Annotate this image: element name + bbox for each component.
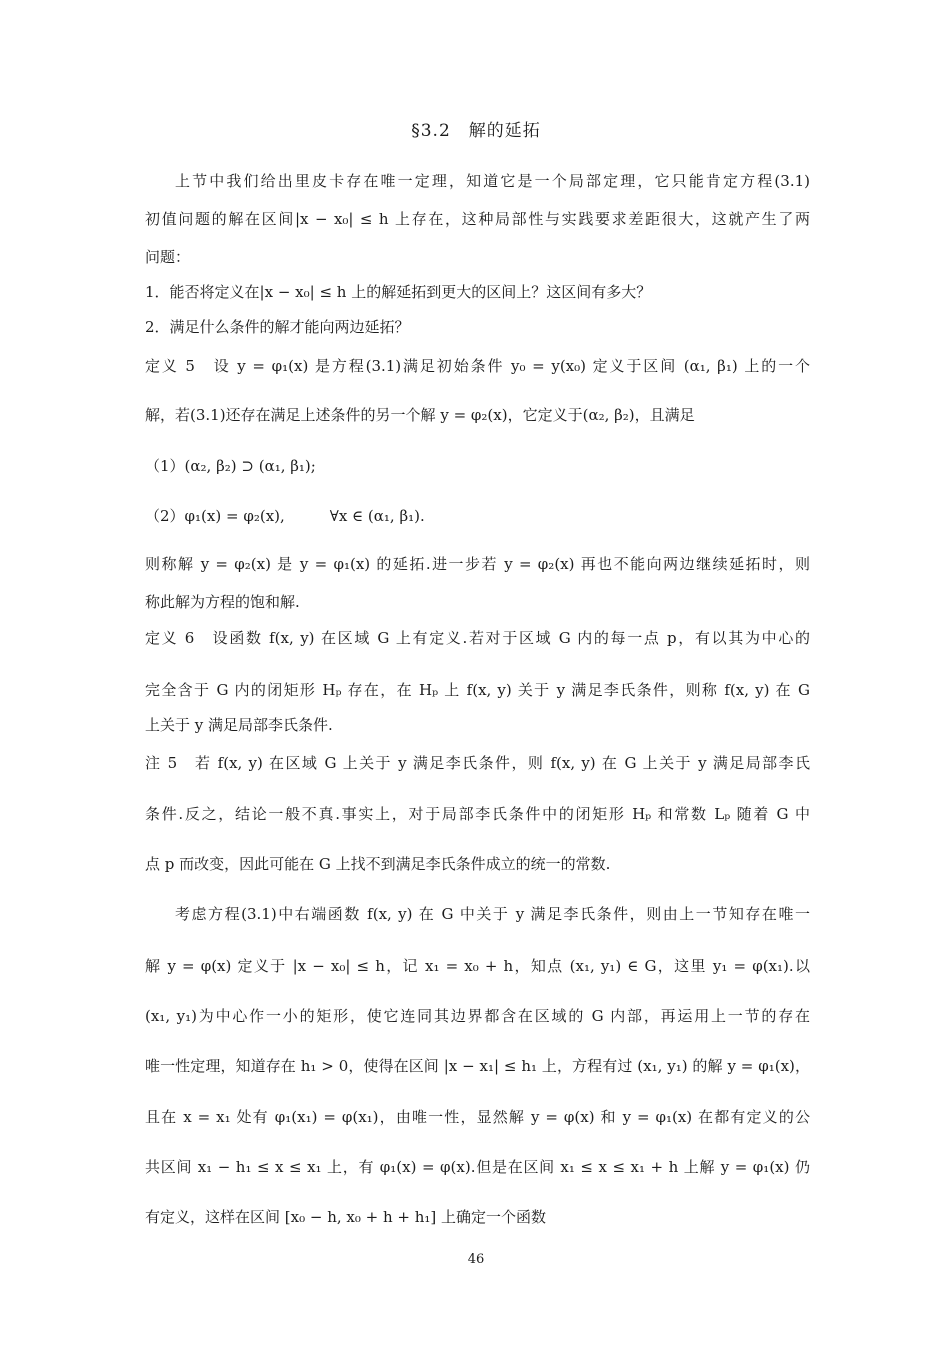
- note-5-line: 点 p 而改变，因此可能在 G 上找不到满足李氏条件成立的统一的常数.: [145, 855, 611, 873]
- definition-6-line: 完全含于 G 内的闭矩形 Hₚ 存在，在 Hₚ 上 f(x, y) 关于 y 满足李氏条件，则称 f(x, y) 在 G: [145, 681, 810, 699]
- paragraph-line: 共区间 x₁ − h₁ ≤ x ≤ x₁ 上，有 φ₁(x) = φ(x).但是在区间 x₁ ≤ x ≤ x₁ + h 上解 y = φ₁(x) 仍: [145, 1158, 810, 1176]
- paragraph-line: 初值问题的解在区间|x − x₀| ≤ h 上存在，这种局部性与实践要求差距很大，这就产生了两: [145, 210, 810, 228]
- paragraph-line: 考虑方程(3.1)中右端函数 f(x, y) 在 G 中关于 y 满足李氏条件，则由上一节知存在唯一: [175, 905, 810, 923]
- paragraph-line: 且在 x = x₁ 处有 φ₁(x₁) = φ(x₁)，由唯一性，显然解 y = φ(x) 和 y = φ₁(x) 在都有定义的公: [145, 1108, 810, 1126]
- paragraph-line: 唯一性定理，知道存在 h₁ > 0，使得在区间 |x − x₁| ≤ h₁ 上，方程有过 (x₁, y₁) 的解 y = φ₁(x)，: [145, 1057, 810, 1075]
- condition-2: （2）φ₁(x) = φ₂(x), ∀x ∈ (α₁, β₁).: [145, 507, 425, 525]
- definition-6-line: 上关于 y 满足局部李氏条件.: [145, 716, 333, 734]
- note-5-line: 注 5 若 f(x, y) 在区域 G 上关于 y 满足李氏条件，则 f(x, y) 在 G 上关于 y 满足局部李氏: [145, 754, 810, 772]
- paragraph-line: 上节中我们给出里皮卡存在唯一定理，知道它是一个局部定理，它只能肯定方程(3.1): [175, 172, 810, 190]
- definition-6-line: 定义 6 设函数 f(x, y) 在区域 G 上有定义.若对于区域 G 内的每一点 p，有以其为中心的: [145, 629, 810, 647]
- paragraph-line: 解 y = φ(x) 定义于 |x − x₀| ≤ h，记 x₁ = x₀ + h，知点 (x₁, y₁) ∈ G，这里 y₁ = φ(x₁).以: [145, 957, 810, 975]
- note-5-line: 条件.反之，结论一般不真.事实上，对于局部李氏条件中的闭矩形 Hₚ 和常数 Lₚ 随着 G 中: [145, 805, 810, 823]
- page-number: 46: [467, 1252, 485, 1267]
- paragraph-line: 称此解为方程的饱和解.: [145, 593, 300, 611]
- paragraph-line: 则称解 y = φ₂(x) 是 y = φ₁(x) 的延拓.进一步若 y = φ₂(x) 再也不能向两边继续延拓时，则: [145, 555, 810, 573]
- question-1: 1．能否将定义在|x − x₀| ≤ h 上的解延拓到更大的区间上？这区间有多大？: [145, 283, 652, 301]
- question-2: 2．满足什么条件的解才能向两边延拓？: [145, 318, 410, 336]
- paragraph-line: (x₁, y₁)为中心作一小的矩形，使它连同其边界都含在区域的 G 内部，再运用上一节的存在: [145, 1007, 810, 1025]
- paragraph-line: 问题：: [145, 248, 191, 266]
- paragraph-line: 有定义，这样在区间 [x₀ − h, x₀ + h + h₁] 上确定一个函数: [145, 1208, 547, 1226]
- condition-1: （1）(α₂, β₂) ⊃ (α₁, β₁);: [145, 457, 316, 475]
- definition-5-line: 解，若(3.1)还存在满足上述条件的另一个解 y = φ₂(x)，它定义于(α₂, β₂)，且满足: [145, 406, 695, 424]
- section-title: §3.2 解的延拓: [411, 121, 541, 141]
- definition-5-line: 定义 5 设 y = φ₁(x) 是方程(3.1)满足初始条件 y₀ = y(x₀) 定义于区间 (α₁, β₁) 上的一个: [145, 357, 810, 375]
